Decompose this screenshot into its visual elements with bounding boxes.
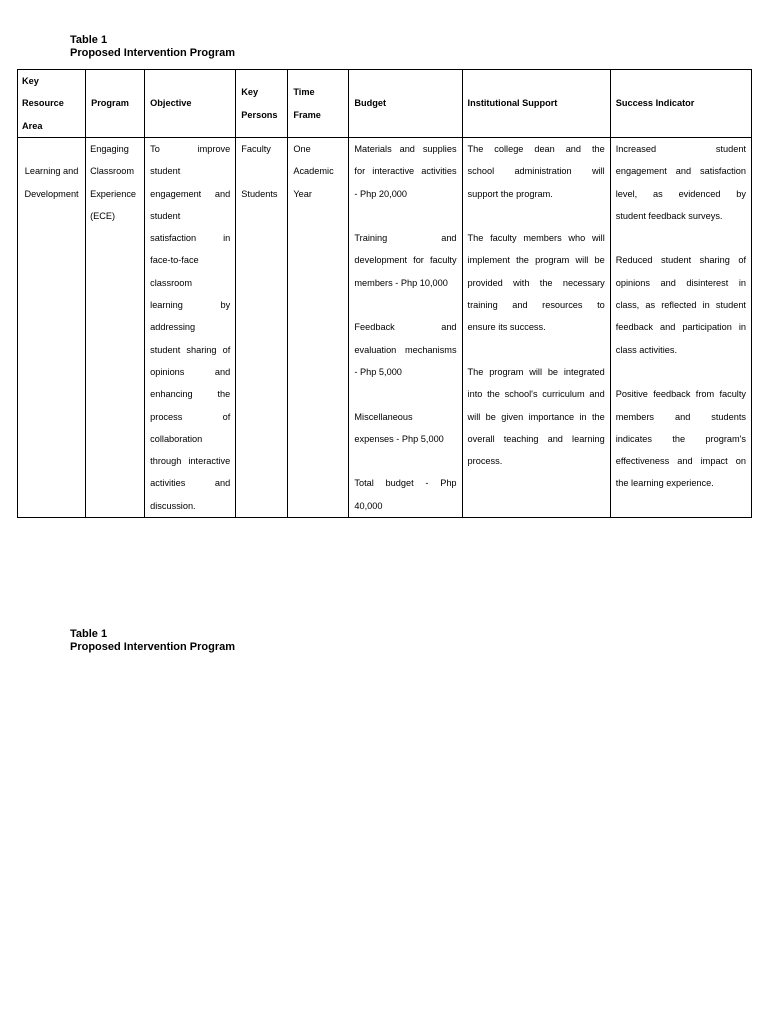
cell-text: class activities.	[615, 344, 678, 355]
header-institutional-support: Institutional Support	[462, 70, 610, 138]
cell-text: into the school's curriculum and	[467, 389, 605, 400]
cell-text: Development	[24, 188, 79, 199]
cell-paragraph	[354, 316, 456, 383]
cell-text: Materials and supplies	[354, 144, 457, 154]
cell-key-persons	[236, 138, 288, 518]
cell-text: opinions and disinterest in	[615, 277, 746, 288]
cell-text: The faculty members who will	[467, 233, 605, 244]
cell-text: members and students	[615, 411, 746, 422]
cell-text: school administration will	[467, 166, 605, 177]
cell-text: 40,000	[354, 500, 383, 511]
cell-text: learning by	[150, 300, 231, 311]
header-text: Key	[22, 76, 39, 87]
cell-text: Training and	[354, 233, 457, 244]
cell-paragraph	[354, 472, 456, 517]
cell-text: Experience	[90, 188, 137, 199]
cell-text: student feedback surveys.	[615, 210, 723, 221]
header-text: Resource	[22, 98, 64, 109]
cell-text: The program will be integrated	[467, 366, 605, 377]
table-row	[18, 138, 752, 518]
cell-success-indicator	[610, 138, 751, 518]
cell-text: Year	[293, 188, 312, 199]
cell-text: effectiveness and impact on	[615, 456, 746, 467]
cell-text: opinions and	[150, 366, 231, 377]
header-key-persons	[236, 70, 288, 138]
cell-text: for interactive activities	[354, 166, 457, 177]
cell-budget	[349, 138, 462, 518]
cell-text: activities and	[150, 478, 231, 489]
cell-text: implement the program will be	[467, 255, 605, 266]
cell-text: Students	[241, 188, 278, 199]
cell-paragraph	[468, 138, 605, 205]
cell-text: Learning and	[24, 166, 79, 177]
cell-text: Classroom	[90, 166, 134, 177]
cell-text: through interactive	[150, 456, 231, 467]
cell-text: student sharing of	[150, 344, 231, 355]
cell-paragraph	[616, 138, 746, 227]
cell-text: The college dean and the	[467, 144, 605, 154]
cell-text: - Php 20,000	[354, 188, 408, 199]
cell-paragraph	[616, 249, 746, 360]
cell-text: - Php 5,000	[354, 366, 402, 377]
cell-text: ensure its success.	[467, 322, 546, 333]
cell-text: classroom	[150, 277, 193, 288]
cell-paragraph	[616, 383, 746, 494]
cell-text: Academic	[293, 166, 334, 177]
cell-text: satisfaction in	[150, 233, 231, 244]
header-text: Time	[293, 87, 315, 98]
cell-paragraph	[354, 227, 456, 294]
cell-text: Total budget - Php	[354, 478, 457, 489]
cell-text: members - Php 10,000	[354, 277, 448, 288]
header-budget: Budget	[349, 70, 462, 138]
cell-text: Feedback and	[354, 322, 457, 333]
cell-paragraph	[468, 227, 605, 338]
cell-text: (ECE)	[90, 210, 116, 221]
cell-text: level, as evidenced by	[615, 188, 746, 199]
header-text: Persons	[241, 109, 278, 120]
cell-key-resource-area	[18, 138, 86, 518]
table-label: Table 1	[70, 34, 108, 46]
cell-text: One	[293, 144, 311, 154]
header-time-frame	[288, 70, 349, 138]
table-title: Proposed Intervention Program	[70, 46, 236, 59]
header-text: Frame	[293, 109, 321, 120]
cell-text: Increased student	[615, 144, 746, 154]
intervention-program-table	[17, 69, 752, 518]
cell-text: development for faculty	[354, 255, 457, 266]
cell-text: the learning experience.	[615, 478, 714, 489]
cell-text: engagement and satisfaction	[615, 166, 746, 177]
cell-text: enhancing the	[150, 389, 231, 400]
cell-text: Engaging	[90, 144, 129, 154]
cell-paragraph	[468, 361, 605, 472]
cell-text: Positive feedback from faculty	[615, 389, 746, 400]
table-caption	[70, 34, 235, 59]
cell-text: expenses - Php 5,000	[354, 433, 444, 444]
cell-institutional-support	[462, 138, 610, 518]
cell-text: feedback and participation in	[615, 322, 746, 333]
cell-paragraph	[354, 406, 456, 451]
header-text: Key	[241, 87, 259, 98]
cell-text: student	[150, 210, 181, 221]
cell-text: student	[150, 166, 181, 177]
cell-text: addressing	[150, 322, 196, 333]
table-label: Table 1	[70, 628, 108, 640]
header-program: Program	[86, 70, 145, 138]
header-text: Area	[22, 120, 43, 131]
cell-text: training and resources to	[467, 300, 605, 311]
cell-text: class, as reflected in student	[615, 300, 746, 311]
header-objective: Objective	[145, 70, 236, 138]
cell-text: support the program.	[467, 188, 553, 199]
cell-text: discussion.	[150, 500, 196, 511]
cell-objective	[145, 138, 236, 518]
header-key-resource-area	[18, 70, 86, 138]
cell-text: To improve	[150, 144, 231, 154]
cell-text: indicates the program's	[615, 433, 746, 444]
table-caption	[70, 628, 235, 653]
cell-text: engagement and	[150, 188, 231, 199]
header-success-indicator: Success Indicator	[610, 70, 751, 138]
cell-text: Miscellaneous	[354, 411, 413, 422]
cell-text: overall teaching and learning	[467, 433, 605, 444]
cell-text: face-to-face	[150, 255, 199, 266]
cell-text: process.	[467, 456, 503, 467]
cell-program	[86, 138, 145, 518]
cell-text: evaluation mechanisms	[354, 344, 457, 355]
cell-text: provided with the necessary	[467, 277, 605, 288]
cell-text: will be given importance in the	[467, 411, 605, 422]
cell-text: Reduced student sharing of	[615, 255, 746, 266]
cell-text: process of	[150, 411, 231, 422]
table-title: Proposed Intervention Program	[70, 640, 236, 653]
cell-paragraph	[354, 138, 456, 205]
cell-text: collaboration	[150, 433, 203, 444]
cell-text: Faculty	[241, 144, 271, 154]
table-header-row	[18, 70, 752, 138]
cell-time-frame	[288, 138, 349, 518]
